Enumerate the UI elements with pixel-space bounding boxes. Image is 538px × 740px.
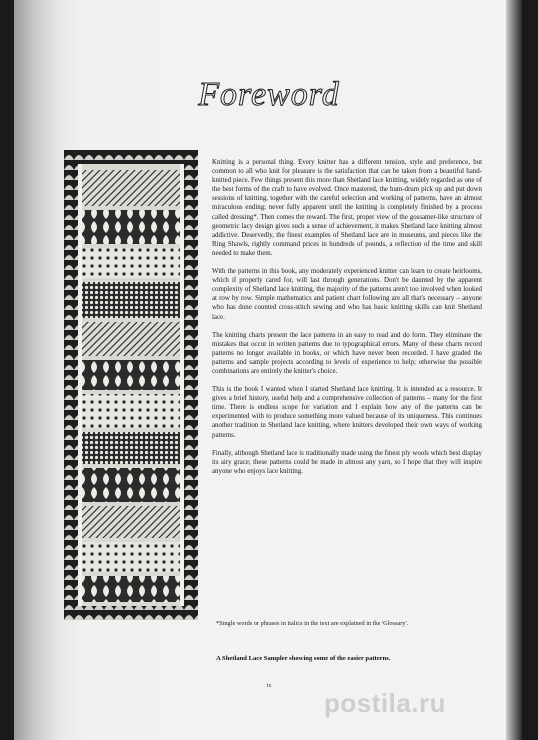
page-title: Foreword (198, 76, 340, 113)
page-number: ix (266, 683, 272, 689)
watermark: postila.ru (324, 688, 447, 718)
photo-caption: A Shetland Lace Sampler showing some of the easier patterns. (216, 655, 391, 662)
paragraph: Knitting is a personal thing. Every knitter has a different tension, style and preference, but common to all who knit for pleasure is the satisfaction that can be taken from a beautiful hand-knitted piece. Few things present this more than Shetland lace knitting, widely regarded as one of the best forms of the craft to have evolved. Once mastered, the hum-drum pick up and put down sessions of knitting, together with the careful selection and working of patterns, have an almost miraculous ending; never fully apparent until the knitting is completely finished by a process called dressing*. Then comes the reward. The first, proper view of the gossamer-like structure of geometric lacy design gives such a sense of achievement, it makes Shetland lace knitting almost addictive. Deservedly, the finest examples of Shetland lace are in museums, and pieces like the Ring Shawls, rightly command prices in hundreds of pounds, a reflection of the time and skill needed to make them. (212, 159, 482, 257)
shetland-lace-sampler-photo (64, 150, 198, 620)
paragraph: With the patterns in this book, any moderately experienced knitter can learn to create heirlooms, which if properly cared for, will last through generations. Don't be daunted by the apparent complexity of Shetland lace knitting, the majority of the patterns aren't too involved when looked at row by row. Simple mathematics and patient chart following are all that's necessary – anyone who has done counted cross-stitch sewing and who has basic knitting skills can knit Shetland lace. (212, 268, 482, 321)
foreword-text (212, 158, 482, 485)
paragraph: Finally, although Shetland lace is traditionally made using the finest ply wools which best display its airy grace; these patterns could be made in almost any yarn, so I hope that they will inspire anyone who enjoys lace knitting. (212, 449, 482, 475)
paragraph: The knitting charts present the lace patterns in an easy to read and do form. They eliminate the mistakes that occur in written patterns due to typographical errors. Many of these charts record patterns no longer available in books, or which have never been recorded. I have graded the patterns and sample projects according to levels of experience to help; otherwise the possible combinations are entirely the knitter's choice. (212, 331, 482, 375)
paragraph: This is the book I wanted when I started Shetland lace knitting. It is intended as a resource. It gives a brief history, useful help and a comprehensive collection of patterns – many for the first time. There is endless scope for variation and I explain how any of the patterns can be experimented with to produce something more valued because of its uniqueness. This continues another tradition in Shetland lace knitting, where knitters developed their own ways of working patterns. (212, 386, 482, 439)
glossary-footnote: *Single words or phrases in italics in the text are explained in the 'Glossary'. (216, 620, 409, 627)
